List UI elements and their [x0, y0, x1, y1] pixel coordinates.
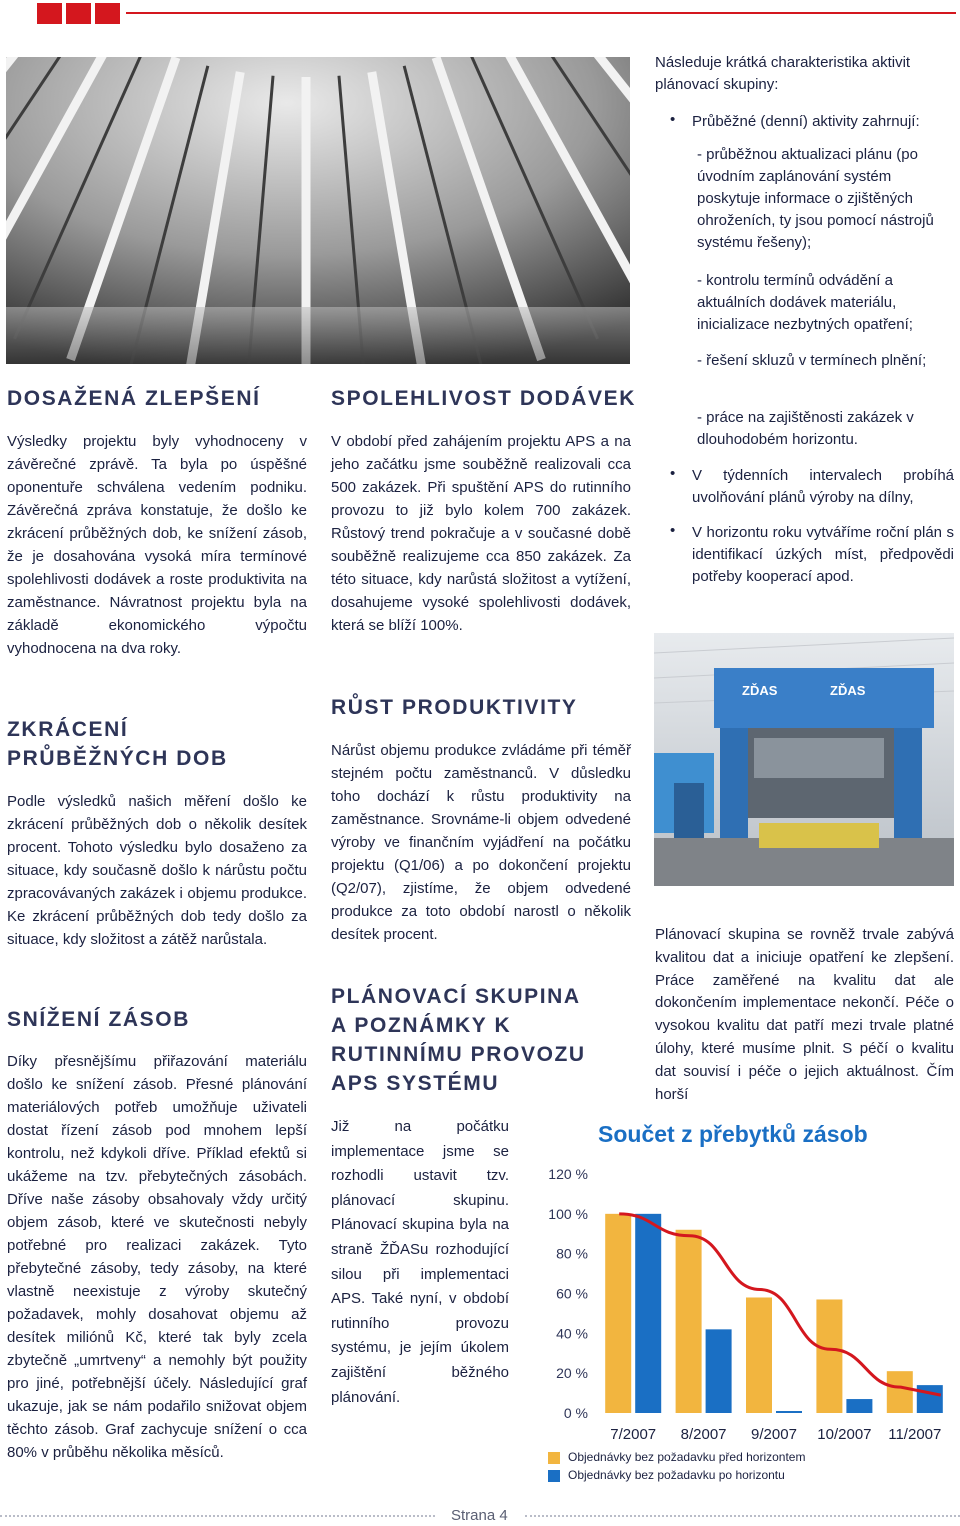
heading-lead-times-1: ZKRÁCENÍ [7, 718, 129, 741]
y-tick-label: 60 % [556, 1285, 588, 1302]
bar-before-horizon [605, 1214, 631, 1413]
bar-after-horizon [706, 1329, 732, 1413]
heading-improvements: DOSAŽENÁ ZLEPŠENÍ [7, 387, 261, 410]
bar-after-horizon [635, 1214, 661, 1413]
bullet-daily: Průběžné (denní) aktivity zahrnují: [692, 113, 920, 130]
bar-before-horizon [887, 1371, 913, 1413]
heading-inventory: SNÍŽENÍ ZÁSOB [7, 1008, 190, 1031]
paragraph-reliability: V období před zahájením projektu APS a na jeho začátku jsme souběžně realizovali cca 500 zakázek. Při spuštění APS do rutinního provozu to již bylo kolem 700 zakázek. Růstový trend pokračuje a v současné době souběžně realizujeme cca 850 zakázek. Za této situace, kdy narůstá složitost a vytížení, dosahujeme vysoké spolehlivosti dodávek, která se blíží 100%. [331, 433, 631, 634]
paragraph-inventory: Díky přesnějšímu přiřazování materiálu došlo ke snížení zásob. Přesné plánování materiálových potřeb umožňuje uživateli dostat řízení zásob pod mnohem lepší kontrolu, než kdykoli dříve. Příklad efektů si ukážeme na tzv. přebytečných zásobách. Dříve naše zásoby obsahovaly vždy určitý objem zásob, které ve skutečnosti nebyly potřebné pro realizaci zakázek. Tyto přebytečné zásoby, tedy zásoby, na které vlastně neexistuje z výroby skutečný požadavek, mohly dosahovat objemu až desítek miliónů Kč, které tak byly zcela zbytečně „umrtveny“ a nemohly být použity pro jiné, potřebnější účely. Následující graf ukazuje, jak se nám podařilo snižovat objem těchto zásob. Graf zachycuje snížení o cca 80% v průběhu několika měsíců. [7, 1053, 307, 1461]
dash-item-orders: - práce na zajištěnosti zakázek v dlouhodobém horizontu. [697, 409, 914, 448]
trend-curve [619, 1214, 941, 1395]
bullet-dot: • [670, 111, 676, 128]
bar-before-horizon [676, 1230, 702, 1413]
bullet-dot: • [670, 522, 676, 539]
factory-photo [654, 633, 954, 886]
paragraph-productivity: Nárůst objemu produkce zvládáme při téměř stejném počtu zaměstnanců. V důsledku toho dochází k růstu produktivity na zaměstnance. Srovnáme-li objem odvedené výroby ve finančním vyjádření na počátku projektu (Q1/06) a po dokončení projektu (Q2/07), zjistíme, že objem odvedené produkce za toto období narostl o několik desítek procent. [331, 742, 631, 943]
heading-productivity: RŮST PRODUKTIVITY [331, 696, 578, 719]
x-tick-label: 8/2007 [680, 1426, 727, 1443]
legend-label-after: Objednávky bez požadavku po horizontu [568, 1468, 785, 1482]
legend-swatch-before [548, 1452, 560, 1464]
heading-planning-1: PLÁNOVACÍ SKUPINA [331, 985, 581, 1008]
heading-reliability: SPOLEHLIVOST DODÁVEK [331, 387, 637, 410]
heading-planning-4: APS SYSTÉMU [331, 1072, 500, 1095]
bar-after-horizon [846, 1399, 872, 1413]
y-tick-label: 100 % [548, 1205, 588, 1222]
paragraph-lead-times: Podle výsledků našich měření došlo ke zkrácení průběžných dob o několik desítek procent. Tohoto výsledku bylo dosaženo za situace, kdy současně došlo k nárůstu počtu zpracovávaných zakázek i objemu produkce. Ke zkrácení průběžných dob tedy došlo za situace, kdy složitost a zátěž narůstala. [7, 793, 307, 948]
factory-sign: ZĎAS [830, 683, 866, 698]
header-rule [126, 12, 956, 14]
paragraph-improvements: Výsledky projektu byly vyhodnoceny v závěrečné zprávě. Ta byla po úspěšné oponentuře schválena vedením podniku. Závěrečná zpráva konstatuje, že došlo ke zkrácení průběžných dob, ke snížení zásob, že je dosahována vysoká míra termínové spolehlivosti dodávek a roste produktivita na zaměstnance. Návratnost projektu byla na základě ekonomického výpočtu vyhodnocena na dva roky. [7, 433, 307, 657]
heading-lead-times-2: PRŮBĚŽNÝCH DOB [7, 747, 228, 770]
dash-item-plan-update: - průběžnou aktualizaci plánu (po úvodním zaplánování systém poskytuje informace o zjištěných ohroženích, ty jsou pomocí nástrojů systému řešeny); [697, 146, 934, 251]
x-tick-label: 7/2007 [610, 1426, 657, 1443]
header-square [95, 3, 120, 24]
gear-photo [6, 57, 630, 364]
footer-rule [525, 1515, 960, 1517]
y-tick-label: 20 % [556, 1365, 588, 1382]
bullet-yearly: V horizontu roku vytváříme roční plán s identifikací úzkých míst, předpovědi potřeby kooperací apod. [692, 524, 954, 585]
x-tick-label: 9/2007 [751, 1426, 797, 1443]
x-tick-label: 11/2007 [888, 1426, 942, 1443]
bullet-dot: • [670, 465, 676, 482]
bullet-weekly: V týdenních intervalech probíhá uvolňování plánů výroby na dílny, [692, 467, 954, 506]
bar-after-horizon [776, 1411, 802, 1413]
dash-item-delays: - řešení skluzů v termínech plnění; [697, 352, 927, 369]
y-tick-label: 80 % [556, 1245, 588, 1262]
bar-after-horizon [917, 1385, 943, 1413]
header-square [66, 3, 91, 24]
footer-rule [0, 1515, 435, 1517]
factory-sign: ZĎAS [742, 683, 778, 698]
paragraph-data-quality: Plánovací skupina se rovněž trvale zabývá kvalitou dat a iniciuje opatření ke zlepšení. Práce zaměřené na kvalitu dat ale dokončením implementace nekončí. Péče o vysokou kvalitu dat patří mezi trvale platné úlohy, které musíme plnit. S péčí o kvalitu dat souvisí i péče o jejich aktuálnost. Čím horší [655, 926, 954, 1103]
y-tick-label: 0 % [563, 1405, 588, 1421]
y-tick-label: 40 % [556, 1325, 588, 1342]
intro-text: Následuje krátká charakteristika aktivit plánovací skupiny: [655, 54, 911, 93]
dash-item-deadlines: - kontrolu termínů odvádění a aktuálních dodávek materiálu, inicializace nezbytných opatření; [697, 272, 913, 333]
heading-planning-3: RUTINNÍMU PROVOZU [331, 1043, 586, 1066]
bar-before-horizon [746, 1297, 772, 1413]
heading-planning-2: A POZNÁMKY K [331, 1014, 512, 1037]
paragraph-planning: Již na počátku implementace jsme se rozhodli ustavit tzv. plánovací skupinu. Plánovací skupina byla na straně ŽĎASu rozhodující silou při implementaci APS. Také nyní, v období rutinního provozu systému, je jejím úkolem zajištění běžného plánování. [331, 1118, 509, 1406]
chart-title: Součet z přebytků zásob [598, 1121, 868, 1147]
header-square [37, 3, 62, 24]
x-tick-label: 10/2007 [817, 1426, 872, 1443]
y-tick-label: 120 % [548, 1166, 588, 1182]
page-number: Strana 4 [451, 1507, 508, 1524]
legend-swatch-after [548, 1470, 560, 1482]
bar-before-horizon [816, 1299, 842, 1413]
legend-label-before: Objednávky bez požadavku před horizontem [568, 1450, 806, 1464]
